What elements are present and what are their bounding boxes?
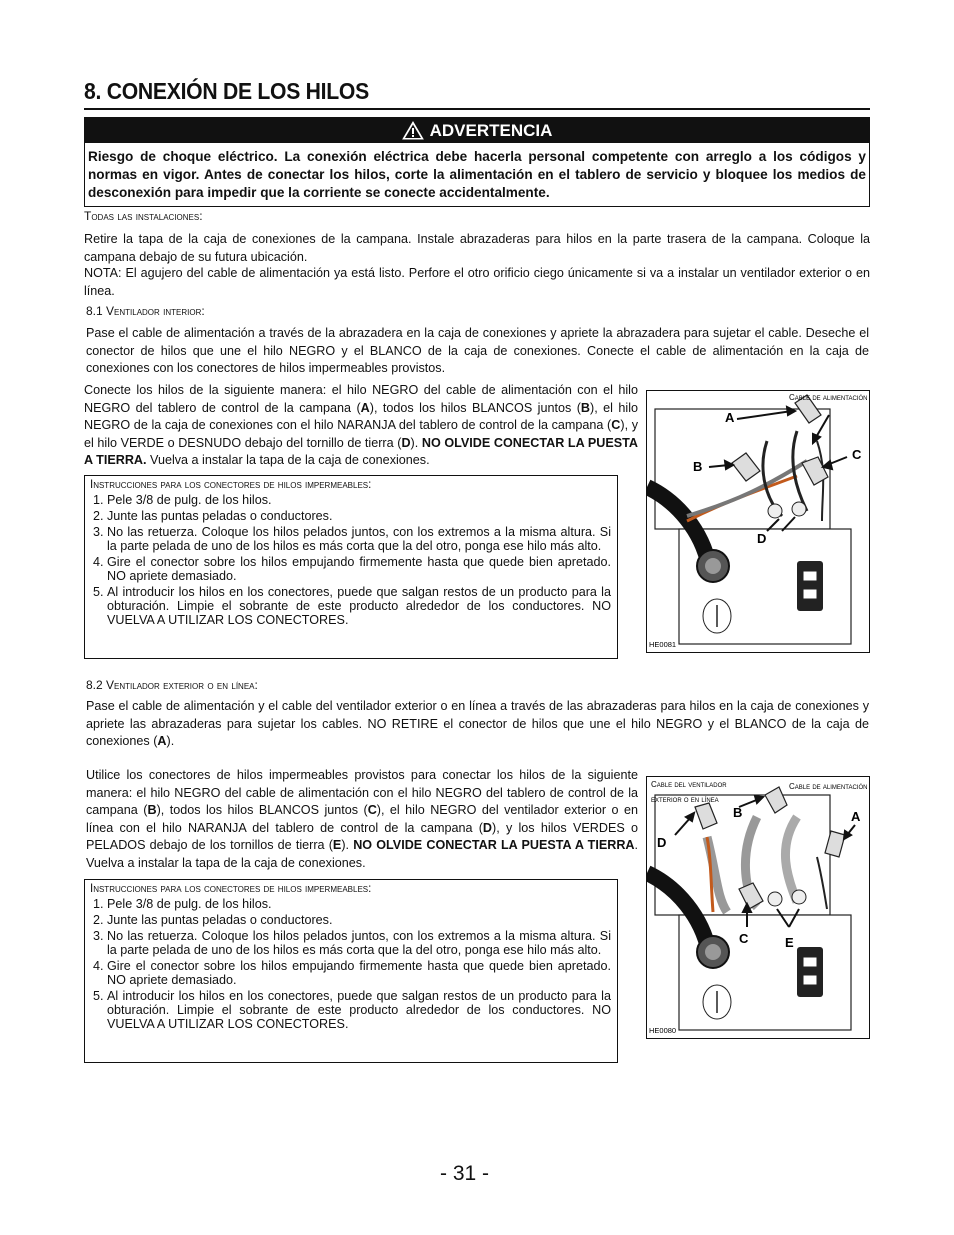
interior-paragraph-2: Conecte los hilos de la siguiente manera: el hilo NEGRO del cable de alimentación con el hilo NEGRO del tablero de control de la campana (A), todos los hilos BLANCOS juntos (B), el hilo NEGRO de la caja de conexiones con el hilo NARANJA del tablero de control de la campana (C), y el hilo VERDE o DESNUDO debajo del tornillo de tierra (D). NO OLVIDE CONECTAR LA PUESTA A TIERRA. Vuelva a instalar la tapa de la caja de conexiones. [84,383,638,467]
label-c: C [852,447,862,462]
instructions-box-1 [84,475,618,659]
interior-paragraph-1: Pase el cable de alimentación a través de la abrazadera en la caja de conexiones y apriete la abrazadera para sujetar el cable. Deseche el conector de hilos que une el hilo NEGRO y el BLANCO de la caja de conexiones. Conecte el cable de alimentación en la caja de conexiones con los conectores de hilos impermeables provistos. [86,326,869,375]
exterior-paragraph-2: Utilice los conectores de hilos impermeables provistos para conectar los hilos de la siguiente manera: el hilo NEGRO del cable de alimentación con el hilo NEGRO del tablero de control de la campana (B), todos los hilos BLANCOS juntos (C), el hilo NEGRO del ventilador exterior o en línea con el hilo NARANJA del tablero de control de la campana (D), y los hilos VERDES o PELADOS debajo de los tornillos de tierra (E). NO OLVIDE CONECTAR LA PUESTA A TIERRA. Vuelva a instalar la tapa de la caja de conexiones. [86,768,639,870]
cable-label: Cable de alimentación [789,393,868,402]
section-title: 8. CONEXIÓN DE LOS HILOS [84,78,369,104]
instructions-box-2 [84,879,618,1063]
list-item: 2. Junte las puntas peladas o conductores. [107,509,611,523]
instructions-heading: Instrucciones para los conectores de hilos impermeables: [90,479,372,491]
figure-code: HE0080 [649,1026,677,1035]
list-item: 4. Gire el conector sobre los hilos empujando firmemente hasta que quede bien apretado. NO apriete demasiado. [107,959,611,987]
figure-code: HE0081 [649,640,677,649]
list-item: 1. Pele 3/8 de pulg. de los hilos. [107,897,611,911]
label-a: A [725,410,735,425]
label-d: D [757,531,767,546]
label-a: A [851,809,861,824]
label-b: B [733,805,743,820]
list-item: 2. Junte las puntas peladas o conductores. [107,913,611,927]
instructions-list [85,493,617,627]
warning-box [84,117,870,207]
wiring-illustration-exterior [647,777,869,1038]
wiring-diagram-exterior [646,776,870,1039]
list-item: 4. Gire el conector sobre los hilos empujando firmemente hasta que quede bien apretado. NO apriete demasiado. [107,555,611,583]
label-d: D [657,835,667,850]
all-installs-paragraph-1: Retire la tapa de la caja de conexiones de la campana. Instale abrazaderas para hilos en la parte trasera de la campana. Coloque la campana debajo de su futura ubicación. [84,232,870,264]
label-b: B [693,459,703,474]
fan-cable-label-1: Cable del ventilador [651,780,727,789]
title-rule [84,108,870,110]
wiring-illustration-interior [647,391,869,652]
list-item: 1. Pele 3/8 de pulg. de los hilos. [107,493,611,507]
warning-label: ADVERTENCIA [429,120,553,140]
warning-text: Riesgo de choque eléctrico. La conexión eléctrica debe hacerla personal competente con arreglo a los códigos y normas en vigor. Antes de conectar los hilos, corte la alimentación en el tablero de servicio y bloquee los medios de desconexión para impedir que la corriente se conecte accidentalmente. [88,149,866,200]
list-item: 5. Al introducir los hilos en los conectores, puede que salgan restos de un producto para la obturación. Limpie el sobrante de este producto alrededor de los conductores. NO VUELVA A UTILIZAR LOS CONECTORES. [107,989,611,1031]
list-item: 3. No las retuerza. Coloque los hilos pelados juntos, con los extremos a la misma altura. Si la parte pelada de uno de los hilos es más corta que la del otro, ponga ese hilo más alto. [107,929,611,957]
list-item: 5. Al introducir los hilos en los conectores, puede que salgan restos de un producto para la obturación. Limpie el sobrante de este producto alrededor de los conductores. NO VUELVA A UTILIZAR LOS CONECTORES. [107,585,611,627]
wiring-diagram-interior [646,390,870,653]
list-item: 3. No las retuerza. Coloque los hilos pelados juntos, con los extremos a la misma altura. Si la parte pelada de uno de los hilos es más corta que la del otro, ponga ese hilo más alto. [107,525,611,553]
label-c: C [739,931,749,946]
fan-cable-label-2: exterior o en línea [651,795,719,804]
warning-bar [85,118,869,143]
all-installs-heading: Todas las instalaciones: [84,209,203,223]
instructions-list [85,897,617,1031]
interior-heading: 8.1 Ventilador interior: [86,304,205,318]
instructions-heading: Instrucciones para los conectores de hilos impermeables: [90,883,372,895]
warning-triangle-icon [402,121,424,140]
exterior-heading: 8.2 Ventilador exterior o en línea: [86,678,258,692]
exterior-paragraph-1: Pase el cable de alimentación y el cable del ventilador exterior o en línea a través de las abrazaderas para hilos en la caja de conexiones y apriete las abrazaderas para sujetar los cables. NO RETIRE el conector de hilos que une el hilo NEGRO y el BLANCO de la caja de conexiones (A). [86,699,869,748]
cable-label: Cable de alimentación [789,782,868,791]
label-e: E [785,935,794,950]
all-installs-paragraph-2: NOTA: El agujero del cable de alimentación ya está listo. Perfore el otro orificio ciego únicamente si va a instalar un ventilador exterior o en línea. [84,266,870,298]
page-number: - 31 - [440,1162,490,1185]
